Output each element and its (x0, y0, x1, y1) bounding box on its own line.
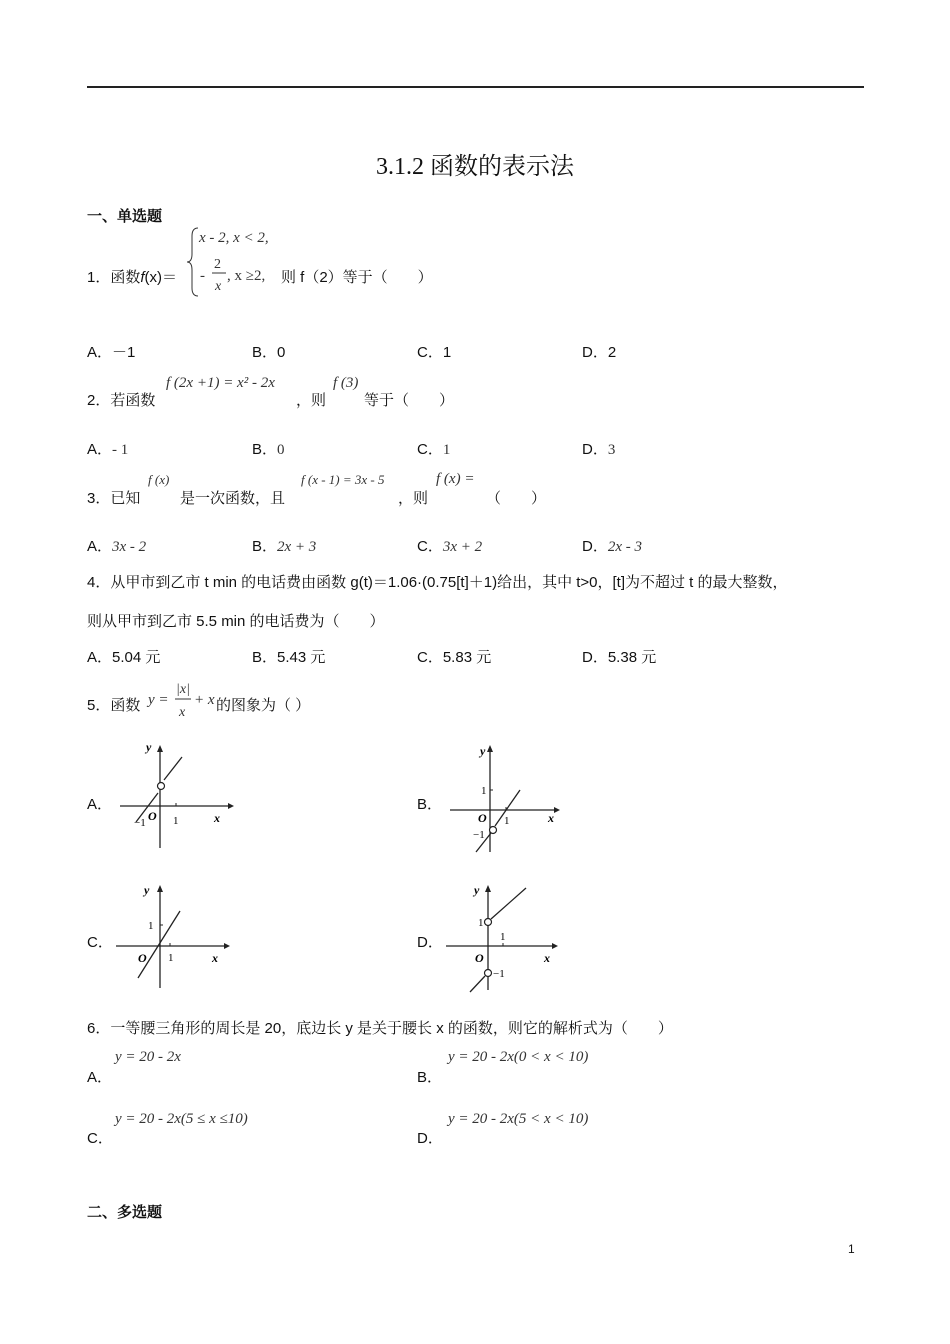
q4-option-a[interactable] (87, 646, 160, 667)
option-text: 3x + 2 (442, 539, 483, 555)
q3-expr3: f (x) = (436, 471, 475, 487)
option-text: 1 (442, 442, 451, 458)
q3-option-a[interactable] (87, 535, 146, 556)
option-letter: A． (87, 538, 113, 555)
y-axis-arrow (157, 885, 163, 892)
open-point-bottom (485, 970, 492, 977)
option-letter: B． (252, 649, 278, 666)
q4-text-line1: 从甲市到乙市 t min 的电话费由函数 g(t)＝1.06·(0.75[t]＋1)给出，其中 t>0，[t]为不超过 t 的最大整数， (110, 574, 788, 591)
option-letter: D． (582, 344, 608, 361)
open-point (158, 783, 165, 790)
q5-option-b[interactable] (417, 793, 442, 814)
q3-option-b[interactable] (252, 535, 316, 556)
q3-mid2: ，则 (398, 490, 429, 507)
q1-piece2-cond: , x ≥2, (227, 268, 266, 284)
q6-option-d-letter[interactable]: D． (417, 1130, 443, 1147)
option-text: 5.04 元 (112, 649, 161, 666)
q1-number: 1． (87, 269, 111, 286)
q4-number: 4． (87, 574, 111, 591)
q3-prefix: 已知 (110, 490, 141, 507)
q6-option-d-text[interactable]: y = 20 - 2x(5 < x < 10) (448, 1111, 589, 1127)
x-axis-arrow (228, 803, 234, 809)
q5-suffix: 的图象为（ ） (216, 697, 311, 714)
x-axis-arrow (552, 943, 558, 949)
q1-fname: f (140, 269, 145, 286)
y-label: y (146, 740, 152, 754)
line-segment (164, 757, 182, 780)
q5-plus-x: + x (194, 692, 215, 708)
x-label: x (548, 811, 554, 825)
q5-y-eq: y = (148, 692, 169, 708)
q2-option-b[interactable] (252, 438, 285, 459)
q5-option-d[interactable] (417, 931, 443, 952)
q2-option-d[interactable] (582, 438, 615, 459)
y-axis-arrow (487, 745, 493, 752)
q2-stem (87, 389, 155, 410)
tick-label-minus-1: −1 (134, 817, 146, 829)
option-letter: D． (582, 441, 608, 458)
origin-label: O (148, 809, 157, 823)
option-text: 5.83 元 (442, 649, 492, 666)
q1-stem (87, 266, 177, 287)
x-label: x (214, 811, 220, 825)
q3-expr1: f (x) (148, 472, 170, 487)
q4-option-d[interactable] (582, 646, 656, 667)
tick-label-1-x: 1 (504, 815, 510, 827)
q1-brace (187, 228, 198, 296)
q2-mid: ，则 (296, 392, 327, 409)
option-letter: B． (252, 344, 278, 361)
option-text: 5.43 元 (277, 649, 326, 666)
q3-suffix: （ ） (486, 490, 547, 507)
q6-option-b-text[interactable]: y = 20 - 2x(0 < x < 10) (448, 1049, 589, 1065)
option-text: 1 (442, 344, 452, 361)
option-text: 3x - 2 (112, 539, 147, 555)
option-letter: A． (87, 649, 113, 666)
q3-option-c[interactable] (417, 535, 482, 556)
q5-frac-num: |x| (176, 682, 190, 697)
tick-label-1-x: 1 (168, 952, 174, 964)
q5-option-c[interactable] (87, 931, 113, 952)
origin-label: O (478, 811, 487, 825)
option-letter: C． (417, 649, 443, 666)
header-rule (87, 86, 864, 88)
y-axis-arrow (485, 885, 491, 892)
tick-label-minus-1: −1 (473, 829, 485, 841)
q3-stem (87, 487, 140, 508)
q2-prefix: 若函数 (110, 392, 156, 409)
q1-piece2-minus: - (200, 268, 205, 284)
y-label: y (480, 744, 486, 758)
x-axis-arrow (224, 943, 230, 949)
option-letter: A． (87, 441, 113, 458)
x-axis-arrow (554, 807, 560, 813)
q1-option-a[interactable] (87, 341, 135, 362)
q1-piecewise-formula (186, 222, 286, 302)
q3-mid1: 是一次函数，且 (180, 490, 286, 507)
q5-graph-b[interactable] (444, 740, 568, 856)
q2-expr2: f (3) (333, 375, 359, 391)
q1-piece2-den: x (215, 279, 222, 294)
section-heading-single-choice: 一、单选题 (87, 208, 163, 225)
x-label: x (212, 951, 218, 965)
q5-option-a[interactable] (87, 793, 112, 814)
tick-label-1-x: 1 (500, 931, 506, 943)
x-label: x (544, 951, 550, 965)
q3-expr2: f (x - 1) = 3x - 5 (301, 472, 385, 487)
q1-suffix: 则 f（2）等于（ ） (281, 269, 433, 286)
q6-option-b-letter[interactable]: B． (417, 1069, 443, 1086)
q5-graph-d[interactable] (442, 880, 566, 994)
option-letter: D． (582, 649, 608, 666)
option-letter: B． (252, 538, 278, 555)
option-letter: D． (417, 934, 443, 951)
tick-label-1: 1 (481, 785, 487, 797)
line-segment (138, 911, 180, 978)
tick-label-1: 1 (148, 920, 154, 932)
q1-piece1: x - 2, x < 2, (199, 230, 269, 246)
q6-number: 6． (87, 1020, 111, 1037)
q2-suffix: 等于（ ） (364, 392, 455, 409)
option-letter: D． (582, 538, 608, 555)
option-letter: C． (87, 934, 113, 951)
option-text: 0 (277, 344, 286, 361)
q2-expr1: f (2x +1) = x² - 2x (166, 375, 275, 391)
q5-number: 5． (87, 697, 111, 714)
q4-stem-line2: 则从甲市到乙市 5.5 min 的电话费为（ ） (87, 613, 385, 630)
option-letter: B． (417, 796, 443, 813)
y-label: y (144, 883, 150, 897)
q6-option-a-text[interactable]: y = 20 - 2x (115, 1049, 181, 1065)
section-heading-multi-choice: 二、多选题 (87, 1204, 163, 1221)
option-letter: A． (87, 344, 113, 361)
y-axis-arrow (157, 745, 163, 752)
option-letter: B． (252, 441, 278, 458)
option-text: 2x + 3 (277, 539, 317, 555)
q2-option-a[interactable] (87, 438, 128, 459)
q5-stem (87, 694, 140, 715)
y-label: y (474, 883, 480, 897)
q2-option-c[interactable] (417, 438, 450, 459)
option-text: －1 (112, 344, 136, 361)
q6-stem (87, 1017, 673, 1038)
page-number: 1 (848, 1242, 855, 1256)
tick-label-1: 1 (478, 917, 484, 929)
q6-option-a-letter[interactable]: A． (87, 1069, 113, 1086)
q1-piece2-num: 2 (214, 257, 221, 272)
q3-option-d[interactable] (582, 535, 642, 556)
ray-positive (491, 888, 526, 919)
q5-prefix: 函数 (110, 697, 141, 714)
option-text: 2 (607, 344, 617, 361)
ray-negative (470, 976, 485, 992)
q4-option-b[interactable] (252, 646, 325, 667)
option-letter: C． (417, 344, 443, 361)
q6-option-c-letter[interactable]: C． (87, 1130, 113, 1147)
q5-graph-a[interactable] (116, 740, 240, 852)
option-text: 0 (277, 442, 285, 458)
page-title: 3.1.2 函数的表示法 (376, 154, 574, 180)
open-point (490, 827, 497, 834)
option-text: 5.38 元 (607, 649, 657, 666)
tick-label-1: 1 (173, 815, 179, 827)
option-text: 3 (607, 442, 616, 458)
tick-label-minus-1: −1 (493, 968, 505, 980)
option-letter: C． (417, 538, 443, 555)
q4-stem-line1 (87, 571, 788, 592)
q5-frac-den: x (179, 705, 186, 720)
q6-text: 一等腰三角形的周长是 20，底边长 y 是关于腰长 x 的函数，则它的解析式为（ ） (110, 1020, 673, 1037)
q1-option-c[interactable] (417, 341, 451, 362)
q5-graph-c[interactable] (112, 880, 236, 992)
q3-number: 3． (87, 490, 111, 507)
q2-number: 2． (87, 392, 111, 409)
option-letter: C． (417, 441, 443, 458)
q1-option-d[interactable] (582, 341, 616, 362)
option-letter: A． (87, 796, 113, 813)
q1-prefix: 函数 (110, 269, 141, 286)
open-point-top (485, 919, 492, 926)
origin-label: O (138, 951, 147, 965)
option-text: - 1 (112, 442, 129, 458)
option-text: 2x - 3 (607, 539, 642, 555)
q5-formula (146, 676, 220, 722)
origin-label: O (475, 951, 484, 965)
q1-fx: (x)＝ (144, 269, 178, 286)
q1-option-b[interactable] (252, 341, 285, 362)
q4-option-c[interactable] (417, 646, 491, 667)
q6-option-c-text[interactable]: y = 20 - 2x(5 ≤ x ≤10) (115, 1111, 248, 1127)
